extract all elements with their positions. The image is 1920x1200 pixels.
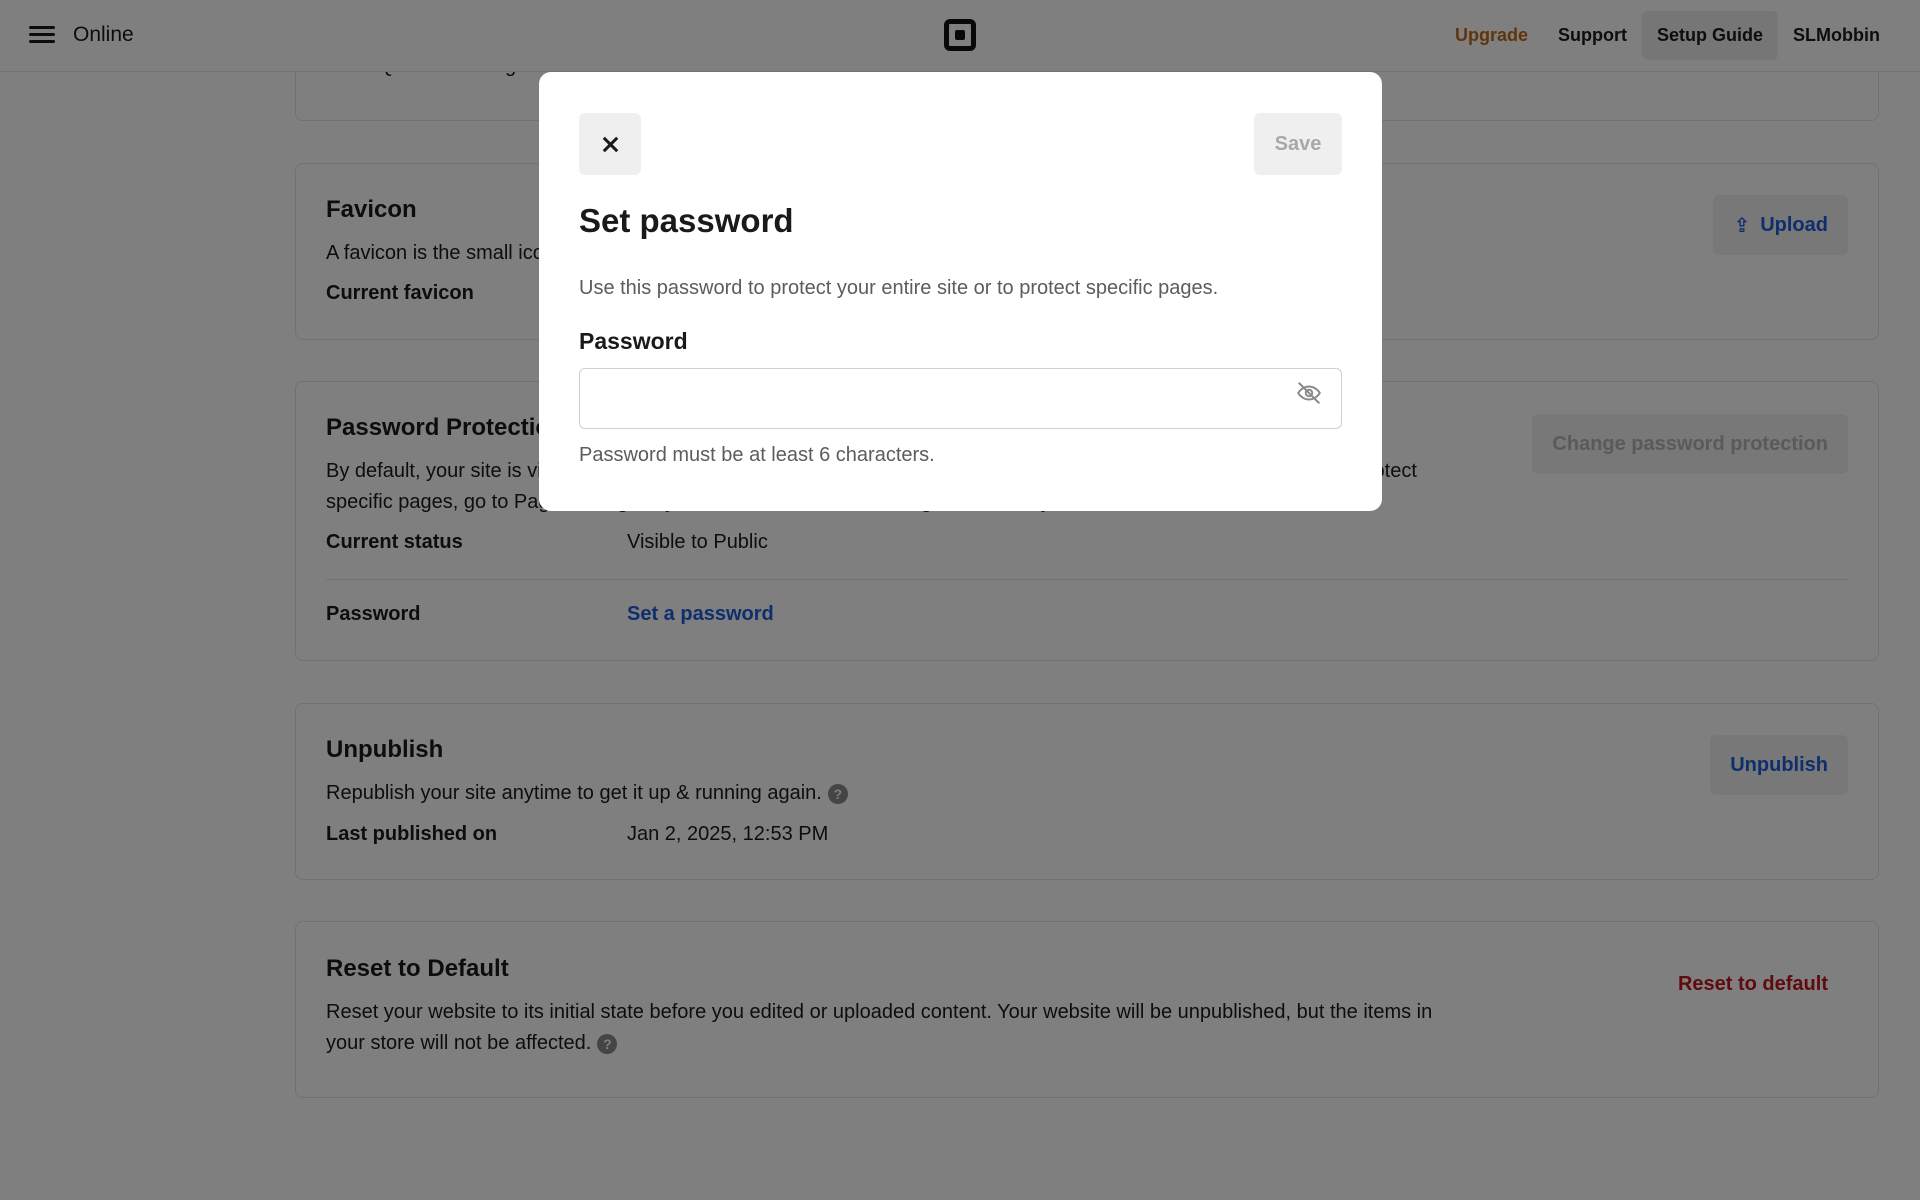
password-requirement-text: Password must be at least 6 characters. bbox=[579, 444, 935, 466]
dialog-title: Set password bbox=[579, 202, 794, 239]
eye-off-icon[interactable] bbox=[1296, 380, 1322, 406]
password-field-label: Password bbox=[579, 328, 688, 354]
close-icon[interactable] bbox=[579, 113, 641, 175]
dialog-description: Use this password to protect your entire site or to protect specific pages. bbox=[579, 277, 1219, 299]
password-input[interactable] bbox=[579, 368, 1342, 429]
save-button[interactable]: Save bbox=[1254, 113, 1342, 175]
set-password-dialog bbox=[539, 72, 1382, 511]
